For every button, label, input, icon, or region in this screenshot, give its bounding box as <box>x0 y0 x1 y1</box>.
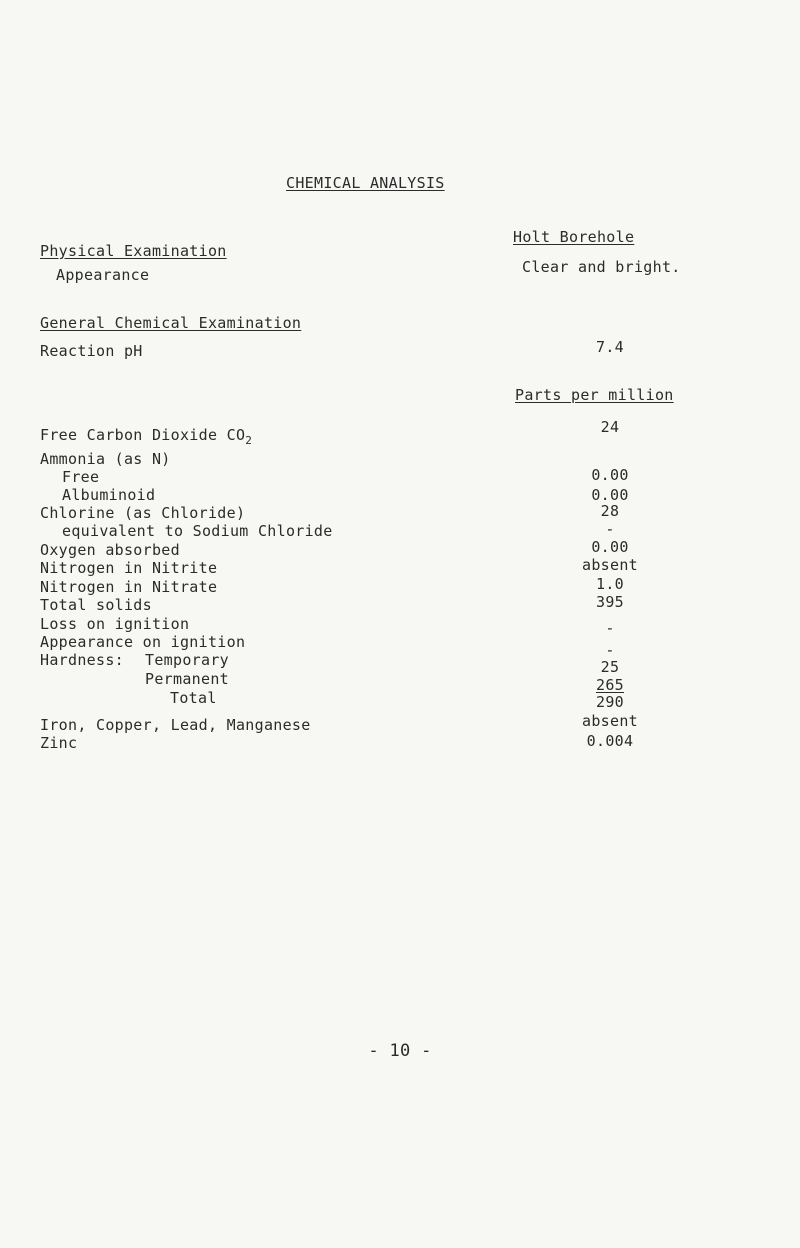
sodium-chloride-label: equivalent to Sodium Chloride <box>62 522 333 540</box>
oxygen-value: 0.00 <box>591 538 629 556</box>
reaction-value: 7.4 <box>596 338 624 356</box>
general-heading: General Chemical Examination <box>40 314 302 332</box>
nitrate-label: Nitrogen in Nitrate <box>40 578 218 596</box>
nitrite-value: absent <box>582 556 638 574</box>
chlorine-value: 28 <box>600 502 620 520</box>
metals-label: Iron, Copper, Lead, Manganese <box>40 716 311 734</box>
permanent-value: 265 <box>596 676 624 694</box>
permanent-label: Permanent <box>145 670 229 688</box>
total-label: Total <box>170 689 217 707</box>
sodium-chloride-value: - <box>605 520 615 538</box>
solids-label: Total solids <box>40 596 152 614</box>
albuminoid-label: Albuminoid <box>62 486 156 504</box>
loss-label: Loss on ignition <box>40 615 190 633</box>
metals-value: absent <box>582 712 638 730</box>
appearance-ignition-label: Appearance on ignition <box>40 633 246 651</box>
free-label: Free <box>62 468 100 486</box>
nitrate-value: 1.0 <box>596 575 624 593</box>
co2-label: Free Carbon Dioxide $CO_2$ <box>40 426 253 447</box>
albuminoid-value: 0.00 <box>591 486 629 504</box>
reaction-label: Reaction pH <box>40 342 143 360</box>
hardness-label: Hardness: <box>40 651 124 669</box>
solids-value: 395 <box>596 593 624 611</box>
zinc-label: Zinc <box>40 734 78 752</box>
temporary-label: Temporary <box>145 651 229 669</box>
chlorine-label: Chlorine (as Chloride) <box>40 504 246 522</box>
oxygen-label: Oxygen absorbed <box>40 541 180 559</box>
appearance-value: Clear and bright. <box>522 258 681 276</box>
loss-value: - <box>605 619 615 637</box>
appearance-label: Appearance <box>56 266 150 284</box>
total-value: 290 <box>596 693 624 711</box>
physical-heading: Physical Examination <box>40 242 227 260</box>
units-heading: Parts per million <box>515 386 674 404</box>
ammonia-label: Ammonia (as N) <box>40 450 171 468</box>
page-title: CHEMICAL ANALYSIS <box>286 174 445 192</box>
appearance-ignition-value: - <box>605 641 615 659</box>
free-value: 0.00 <box>591 466 629 484</box>
co2-value: 24 <box>600 418 620 436</box>
source-heading: Holt Borehole <box>513 228 635 246</box>
zinc-value: 0.004 <box>586 732 634 750</box>
temporary-value: 25 <box>600 658 620 676</box>
nitrite-label: Nitrogen in Nitrite <box>40 559 218 577</box>
page-number: - 10 - <box>368 1041 432 1061</box>
